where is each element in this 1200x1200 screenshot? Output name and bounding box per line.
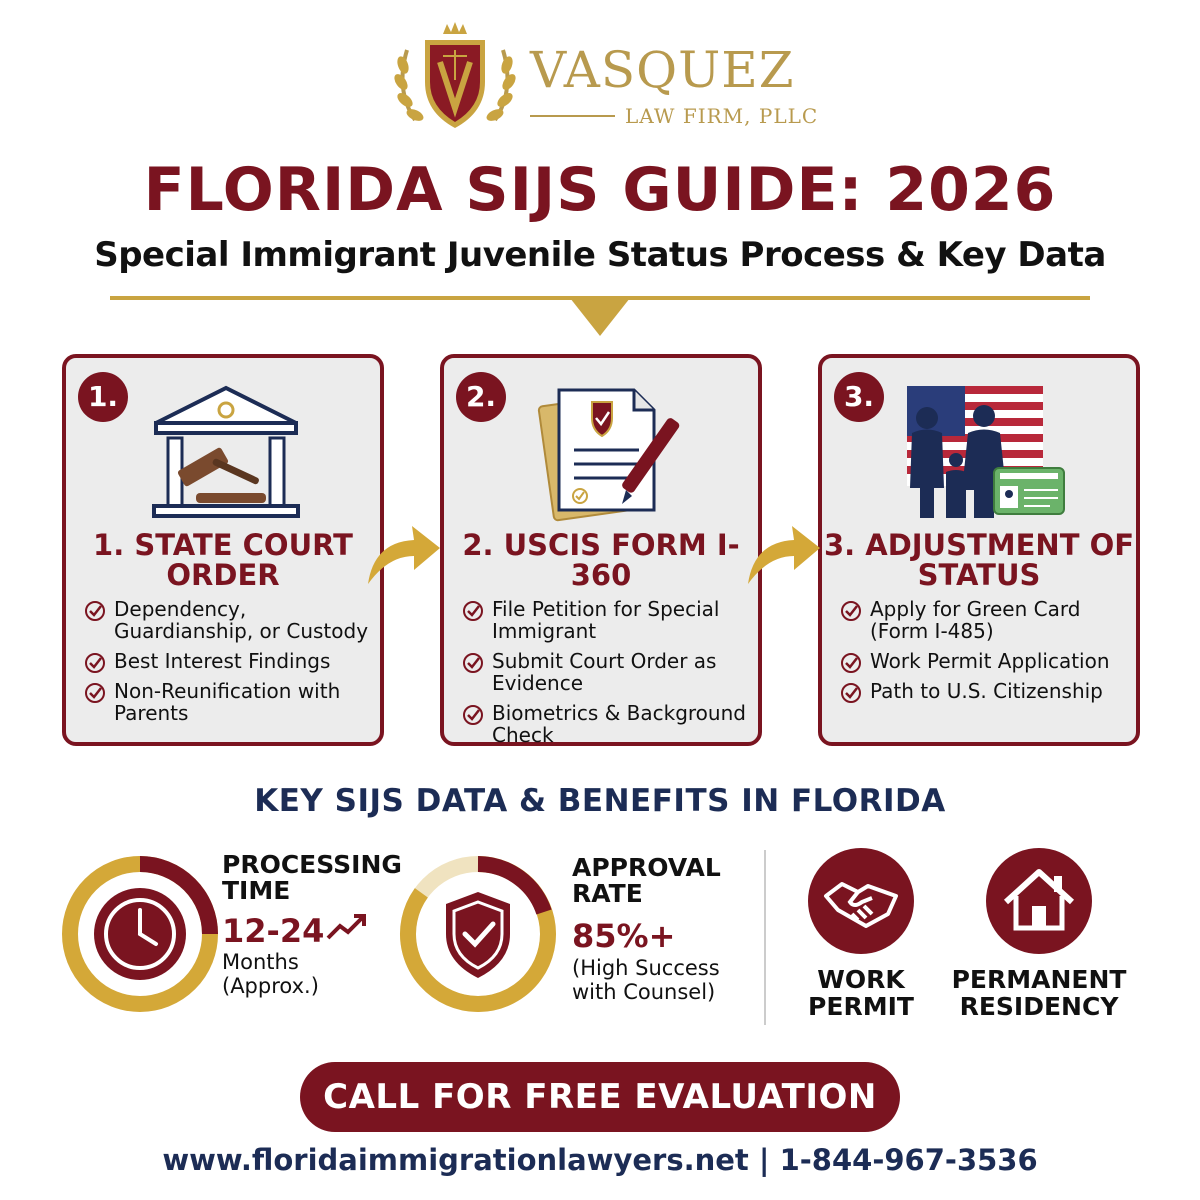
checklist-item bbox=[462, 702, 762, 746]
key-data-heading: KEY SIJS DATA & BENEFITS IN FLORIDA bbox=[254, 783, 946, 819]
checklist-item-label: File Petition for Special Immigrant bbox=[492, 597, 720, 643]
contact-line bbox=[0, 1143, 1200, 1177]
checklist-item-label: Best Interest Findings bbox=[114, 649, 331, 673]
checklist-item-label: Biometrics & Background Check bbox=[492, 701, 746, 747]
house-icon bbox=[986, 848, 1092, 954]
step-checklist bbox=[462, 598, 762, 754]
checklist-item-label: Non-Reunification with Parents bbox=[114, 679, 341, 725]
contact-separator: | bbox=[748, 1143, 780, 1177]
benefit-work-permit-label: WORK PERMIT bbox=[808, 965, 914, 1021]
page-title: FLORIDA SIJS GUIDE: 2026 bbox=[143, 155, 1057, 225]
processing-time-note: Months (Approx.) bbox=[222, 950, 319, 998]
website-link[interactable]: www.floridaimmigrationlawyers.net bbox=[162, 1143, 749, 1177]
step-card-adjustment bbox=[818, 354, 1140, 746]
check-circle-icon bbox=[840, 652, 862, 674]
step-title: 1. STATE COURT ORDER bbox=[93, 528, 353, 592]
step-number-badge: 3. bbox=[834, 372, 884, 422]
pointer-down-icon bbox=[570, 298, 630, 338]
checklist-item-label: Apply for Green Card (Form I-485) bbox=[870, 597, 1081, 643]
brand-subtitle: LAW FIRM, PLLC bbox=[625, 104, 819, 128]
checklist-item bbox=[84, 680, 384, 724]
check-circle-icon bbox=[840, 600, 862, 622]
curved-arrow-right-icon bbox=[742, 512, 822, 592]
processing-time-ring bbox=[60, 854, 220, 1014]
approval-rate-value: 85%+ bbox=[572, 917, 676, 955]
checklist-item bbox=[840, 650, 1140, 672]
check-circle-icon bbox=[462, 652, 484, 674]
section-divider bbox=[764, 850, 766, 1025]
step-checklist bbox=[840, 598, 1140, 710]
checklist-item bbox=[84, 650, 384, 672]
step-checklist bbox=[84, 598, 384, 732]
checklist-item bbox=[84, 598, 384, 642]
check-circle-icon bbox=[462, 600, 484, 622]
crest-logo-icon bbox=[385, 20, 525, 140]
check-circle-icon bbox=[84, 682, 106, 704]
checklist-item bbox=[840, 680, 1140, 702]
checklist-item bbox=[840, 598, 1140, 642]
checklist-item-label: Dependency, Guardianship, or Custody bbox=[114, 597, 369, 643]
handshake-icon bbox=[808, 848, 914, 954]
approval-rate-note: (High Success with Counsel) bbox=[572, 956, 720, 1004]
step-card-court-order bbox=[62, 354, 384, 746]
check-circle-icon bbox=[84, 652, 106, 674]
checklist-item bbox=[462, 650, 762, 694]
courthouse-gavel-icon bbox=[126, 378, 326, 523]
step-title: 2. USCIS FORM I-360 bbox=[462, 528, 740, 592]
brand-name: VASQUEZ bbox=[530, 41, 795, 99]
page-subtitle: Special Immigrant Juvenile Status Process & Key Data bbox=[94, 235, 1106, 275]
clock-icon bbox=[94, 888, 186, 980]
step-number-badge: 2. bbox=[456, 372, 506, 422]
family-flag-green-card-icon bbox=[882, 378, 1082, 523]
checklist-item-label: Work Permit Application bbox=[870, 649, 1110, 673]
phone-link[interactable]: 1-844-967-3536 bbox=[779, 1143, 1038, 1177]
curved-arrow-right-icon bbox=[362, 512, 442, 592]
check-circle-icon bbox=[840, 682, 862, 704]
processing-time-value: 12-24 bbox=[222, 912, 325, 950]
step-title: 3. ADJUSTMENT OF STATUS bbox=[823, 528, 1135, 592]
free-evaluation-button[interactable]: CALL FOR FREE EVALUATION bbox=[300, 1062, 900, 1132]
benefit-permanent-residency-label: PERMANENT RESIDENCY bbox=[951, 965, 1127, 1021]
step-card-i360 bbox=[440, 354, 762, 746]
checklist-item-label: Path to U.S. Citizenship bbox=[870, 679, 1103, 703]
checklist-item bbox=[462, 598, 762, 642]
approval-rate-label: APPROVAL RATE bbox=[572, 853, 721, 908]
check-circle-icon bbox=[462, 704, 484, 726]
shield-check-icon bbox=[446, 892, 510, 978]
petition-document-pen-icon bbox=[504, 378, 704, 523]
brand-divider bbox=[530, 115, 615, 117]
approval-rate-ring bbox=[398, 854, 558, 1014]
check-circle-icon bbox=[84, 600, 106, 622]
processing-time-label: PROCESSING TIME bbox=[222, 850, 402, 905]
trend-up-icon bbox=[326, 912, 366, 942]
step-number-badge: 1. bbox=[78, 372, 128, 422]
checklist-item-label: Submit Court Order as Evidence bbox=[492, 649, 717, 695]
